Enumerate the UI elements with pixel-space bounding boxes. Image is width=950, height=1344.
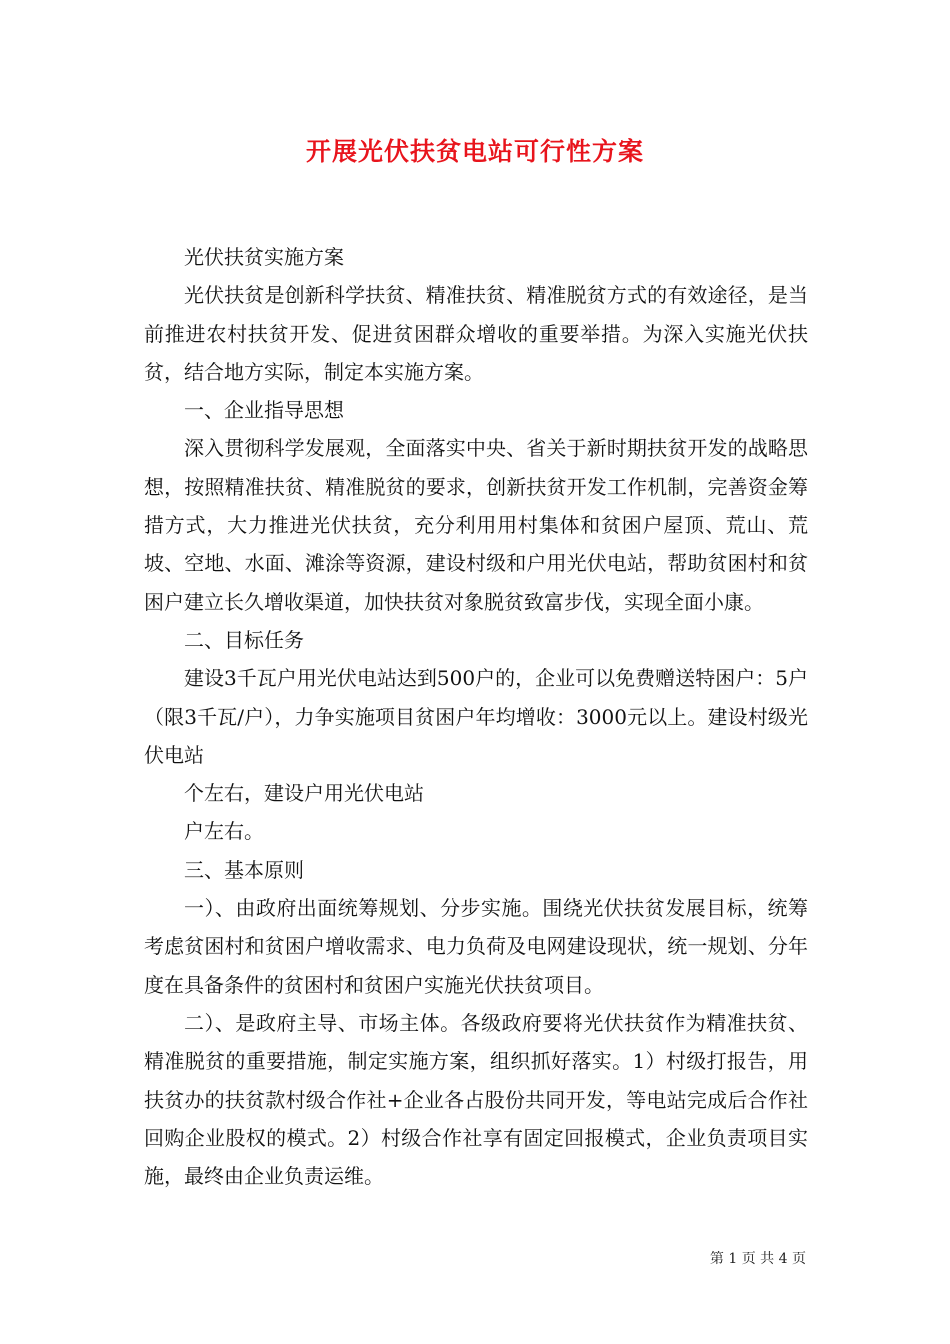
paragraph-targets-village: 个左右，建设户用光伏电站 [184, 781, 424, 806]
document-title: 开展光伏扶贫电站可行性方案 [305, 137, 644, 166]
paragraph-guiding-thought: 深入贯彻科学发展观，全面落实中央、省关于新时期扶贫开发的战略思想，按照精准扶贫、精准脱贫的要求，创新扶贫开发工作机制，完善资金筹措方式，大力推进光伏扶贫，充分利用用村集体和贫困户屋顶、荒山、荒坡、空地、水面、滩涂等资源，建设村级和户用光伏电站，帮助贫困村和贫困户建立长久增收渠道，加快扶贫对象脱贫致富步伐，实现全面小康。 [144, 436, 808, 614]
paragraph-targets-household: 户左右。 [184, 819, 264, 844]
paragraph-intro: 光伏扶贫是创新科学扶贫、精准扶贫、精准脱贫方式的有效途径，是当前推进农村扶贫开发、促进贫困群众增收的重要举措。为深入实施光伏扶贫，结合地方实际，制定本实施方案。 [144, 283, 808, 384]
section-heading-principles: 三、基本原则 [184, 857, 304, 882]
section-heading-targets: 二、目标任务 [184, 627, 304, 652]
paragraph-principle-two: 二）、是政府主导、市场主体。各级政府要将光伏扶贫作为精准扶贫、精准脱贫的重要措施，制定实施方案，组织抓好落实。1）村级打报告，用扶贫办的扶贫款村级合作社+企业各占股份共同开发，等电站完成后合作社回购企业股权的模式。2）村级合作社享有固定回报模式，企业负责项目实施，最终由企业负责运维。 [144, 1010, 808, 1189]
page-number-footer: 第 1 页 共 4 页 [709, 1251, 806, 1267]
section-heading-guiding-thought: 一、企业指导思想 [184, 398, 344, 423]
paragraph-subtitle: 光伏扶贫实施方案 [184, 245, 344, 269]
paragraph-targets: 建设3千瓦户用光伏电站达到500户的，企业可以免费赠送特困户：5户（限3千瓦/户），力争实施项目贫困户年均增收：3000元以上。建设村级光伏电站 [144, 666, 808, 767]
document-body [144, 238, 808, 1195]
paragraph-principle-one: 一）、由政府出面统筹规划、分步实施。围绕光伏扶贫发展目标，统筹考虑贫困村和贫困户增收需求、电力负荷及电网建设现状，统一规划、分年度在具备条件的贫困村和贫困户实施光伏扶贫项目。 [144, 896, 808, 997]
